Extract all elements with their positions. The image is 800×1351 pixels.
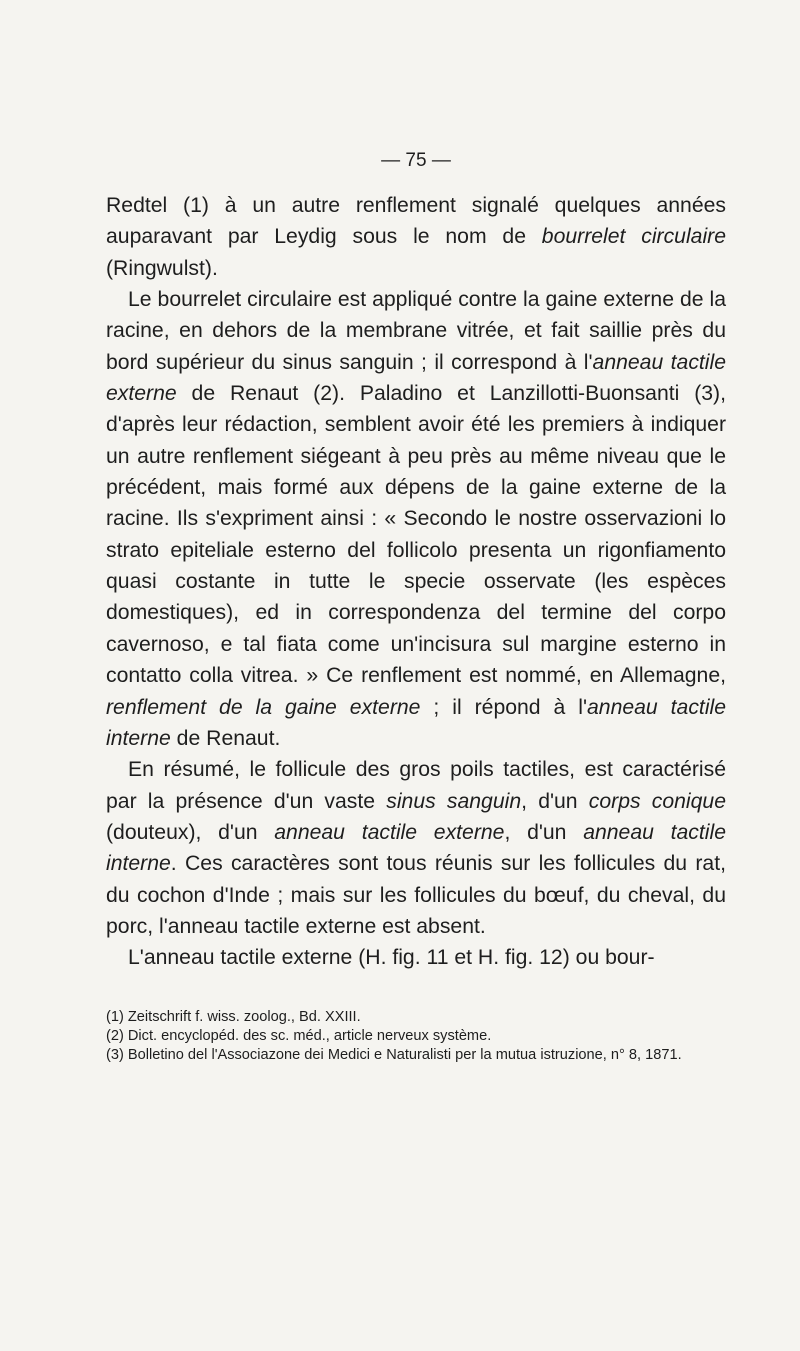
paragraph-2 xyxy=(106,284,726,754)
footnote-3: (3) Bolletino del l'Associazone dei Medici e Naturalisti per la mutua istruzione, n° 8, 1871. xyxy=(106,1047,682,1064)
text-run: L'anneau tactile externe (H. fig. 11 et H. fig. 12) ou bour- xyxy=(128,946,655,970)
text-run: de Renaut. xyxy=(170,726,281,750)
text-run: , d'un xyxy=(521,789,589,813)
footnote-2: (2) Dict. encyclopéd. des sc. méd., article nerveux système. xyxy=(106,1027,492,1044)
text-run: de Renaut (2). Paladino et Lanzillotti-Buonsanti (3), d'après leur rédaction, semblent avoir été les premiers à indiquer un autre renflement siégeant à peu près au même niveau que le précédent, mais formé aux dépens de la gaine externe de la racine. Ils s'expriment ainsi : « Secondo le nostre osservazioni lo strato epiteliale esterno del follicolo presenta un rigonfiamento quasi costante in tutte le specie osservate (les espèces domestiques), ed in correspondenza del termine del corpo cavernoso, e tal fiata come un'incisura sul margine esterno in contatto colla vitrea. » Ce renflement est nommé, en Allemagne, xyxy=(106,382,726,688)
italic-term: anneau tactile externe xyxy=(274,820,505,844)
italic-term: corps conique xyxy=(588,789,726,813)
italic-term: renflement de la gaine externe xyxy=(106,695,421,719)
italic-term: sinus sanguin xyxy=(386,789,522,813)
paragraph-1 xyxy=(106,190,726,284)
page-number: — 75 — xyxy=(381,150,451,171)
text-run: Le bourrelet circulaire est appliqué contre la gaine externe de la racine, en dehors de la membrane vitrée, et fait saillie près du bord supérieur du sinus sanguin ; il correspond à l' xyxy=(106,288,726,374)
italic-term: anneau tactile interne xyxy=(106,820,726,876)
paragraph-4 xyxy=(106,942,726,973)
text-run: . Ces caractères sont tous réunis sur les follicules du rat, du cochon d'Inde ; mais sur les follicules du bœuf, du cheval, du porc, l'anneau tactile externe est absent. xyxy=(106,852,726,938)
paragraph-3 xyxy=(106,754,726,942)
text-run: (Ringwulst). xyxy=(106,256,218,280)
italic-term: anneau tactile interne xyxy=(106,695,727,750)
body-text xyxy=(106,190,726,974)
italic-term: bourrelet circulaire xyxy=(541,225,727,249)
text-run: (douteux), d'un xyxy=(106,820,275,844)
text-run: Redtel (1) à un autre renflement signalé quelques années auparavant par Leydig sous le nom de xyxy=(106,194,726,249)
text-run: En résumé, le follicule des gros poils tactiles, est caractérisé par la présence d'un vaste xyxy=(106,758,726,813)
text-run: ; il répond à l' xyxy=(420,695,588,719)
footnote-1: (1) Zeitschrift f. wiss. zoolog., Bd. XXIII. xyxy=(106,1008,361,1025)
footnotes xyxy=(106,1008,726,1066)
italic-term: anneau tactile externe xyxy=(106,350,726,406)
text-run: , d'un xyxy=(504,820,584,844)
